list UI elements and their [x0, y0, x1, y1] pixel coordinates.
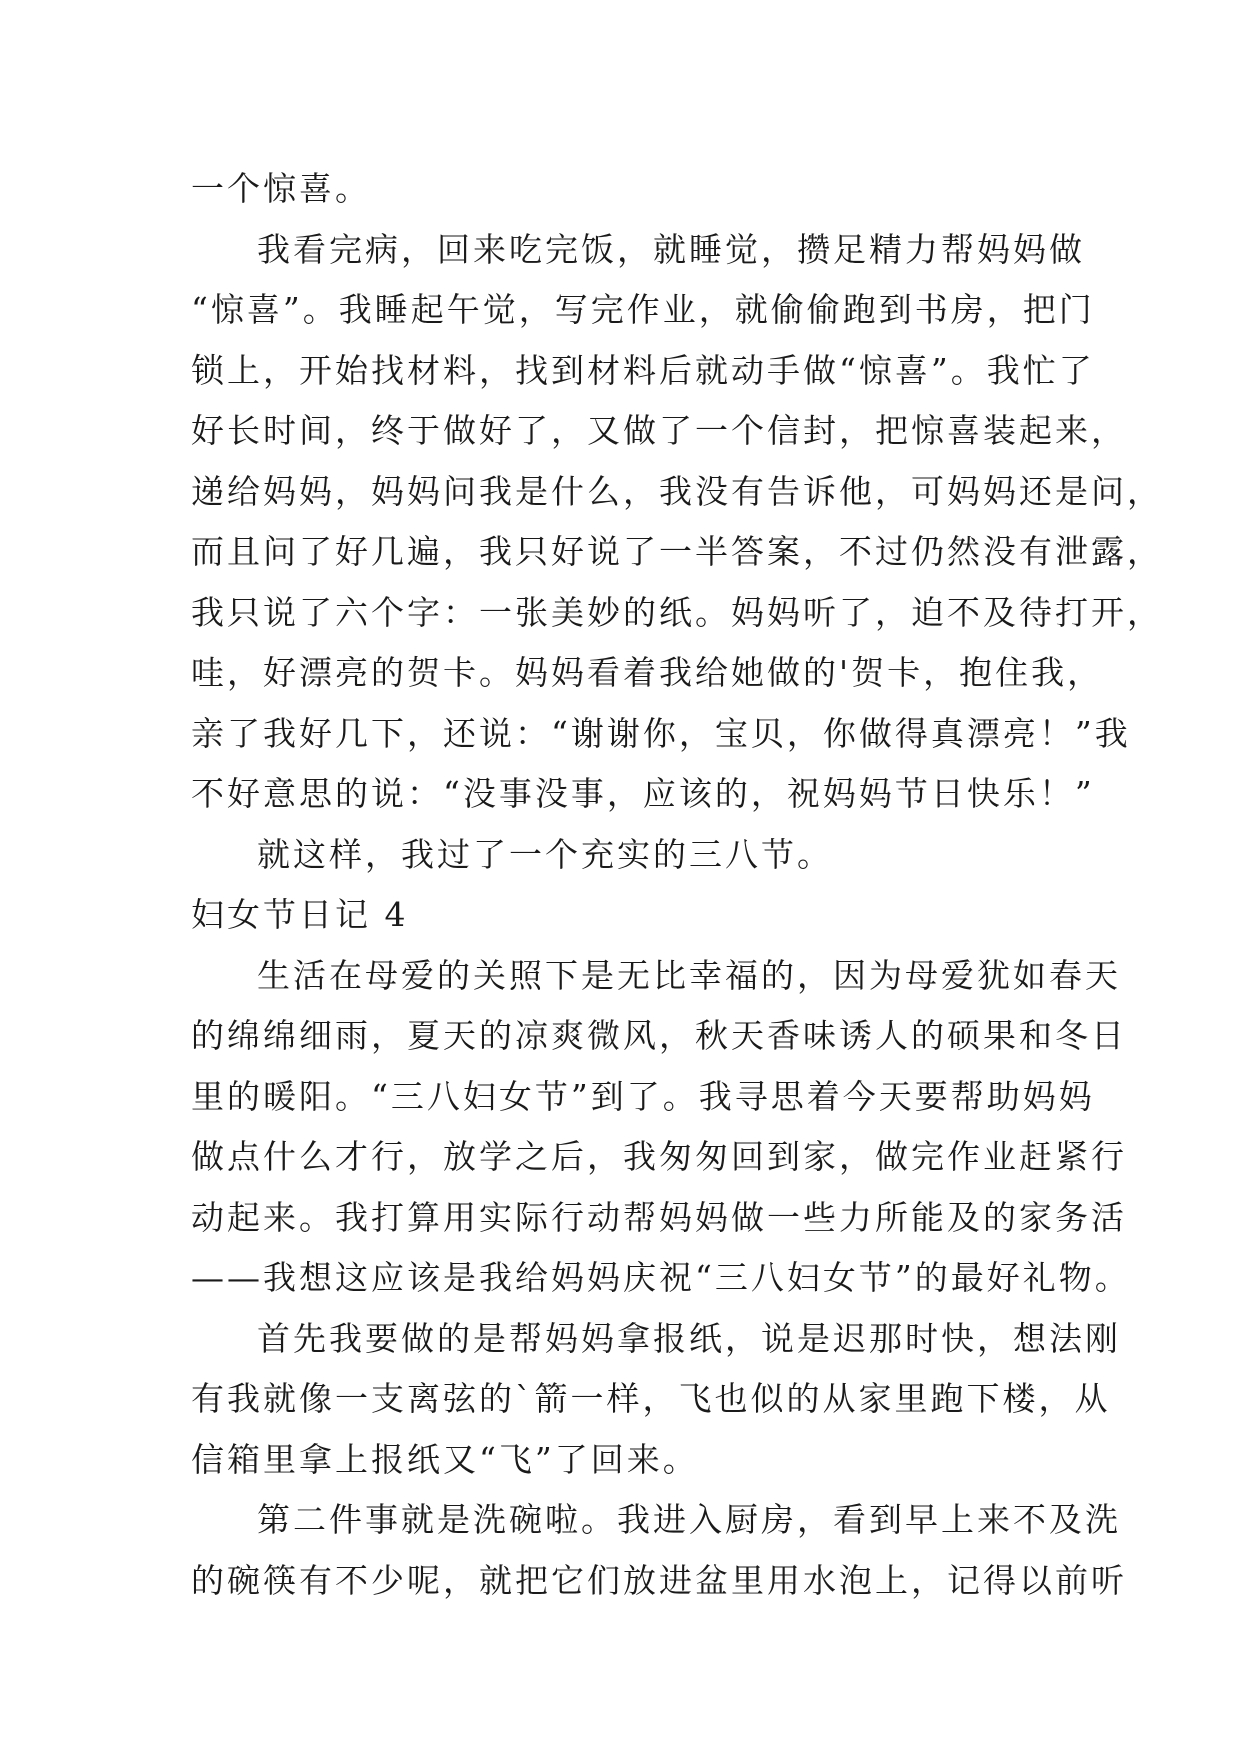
text-line: 我看完病，回来吃完饭，就睡觉，攒足精力帮妈妈做	[257, 229, 1085, 269]
document-body	[191, 159, 1163, 1611]
text-line: 好长时间，终于做好了，又做了一个信封，把惊喜装起来，	[191, 411, 1127, 450]
text-line: ——我想这应该是我给妈妈庆祝“三八妇女节”的最好礼物。	[191, 1258, 1131, 1297]
text-line: 的绵绵细雨，夏天的凉爽微风，秋天香味诱人的硕果和冬日	[191, 1016, 1127, 1055]
text-line: 做点什么才行，放学之后，我匆匆回到家，做完作业赶紧行	[191, 1137, 1127, 1176]
text-line: 里的暖阳。“三八妇女节”到了。我寻思着今天要帮助妈妈	[191, 1076, 1095, 1116]
text-line: 生活在母爱的关照下是无比幸福的，因为母爱犹如春天	[257, 955, 1121, 995]
text-line: 首先我要做的是帮妈妈拿报纸，说是迟那时快，想法刚	[257, 1318, 1121, 1358]
text-line: 递给妈妈，妈妈问我是什么，我没有告诉他，可妈妈还是问，	[191, 471, 1163, 511]
text-line: 有我就像一支离弦的`箭一样，飞也似的从家里跑下楼，从	[191, 1379, 1111, 1418]
text-line: “惊喜”。我睡起午觉，写完作业，就偷偷跑到书房，把门	[191, 290, 1095, 329]
text-line: 信箱里拿上报纸又“飞”了回来。	[191, 1439, 699, 1479]
text-line: 动起来。我打算用实际行动帮妈妈做一些力所能及的家务活	[191, 1197, 1127, 1237]
text-line: 第二件事就是洗碗啦。我进入厨房，看到早上来不及洗	[257, 1500, 1121, 1539]
text-line: 而且问了好几遍，我只好说了一半答案，不过仍然没有泄露，	[191, 532, 1163, 571]
text-line: 我只说了六个字：一张美妙的纸。妈妈听了，迫不及待打开，	[191, 592, 1163, 632]
text-line: 亲了我好几下，还说：“谢谢你，宝贝，你做得真漂亮！”我	[191, 713, 1131, 753]
text-line: 锁上，开始找材料，找到材料后就动手做“惊喜”。我忙了	[191, 350, 1095, 390]
text-line: 一个惊喜。	[191, 169, 371, 208]
text-line: 的碗筷有不少呢，就把它们放进盆里用水泡上，记得以前听	[191, 1560, 1127, 1600]
text-line: 不好意思的说：“没事没事，应该的，祝妈妈节日快乐！”	[191, 774, 1095, 813]
text-line: 哇，好漂亮的贺卡。妈妈看着我给她做的'贺卡，抱住我，	[191, 653, 1104, 692]
text-line: 就这样，我过了一个充实的三八节。	[257, 834, 833, 874]
section-heading: 妇女节日记 4	[191, 895, 409, 934]
